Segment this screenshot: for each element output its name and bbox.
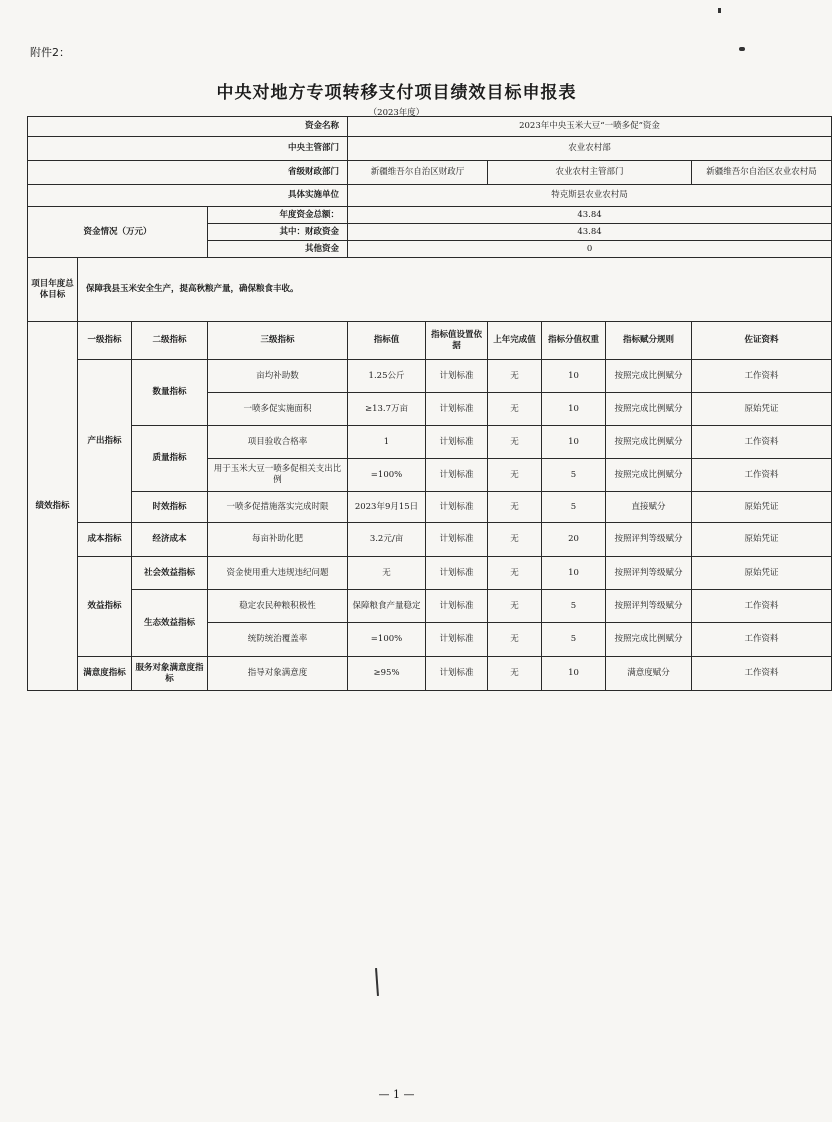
row-weight: 10 [542,557,606,590]
subgroup-ecological: 生态效益指标 [132,590,208,657]
row-rule: 按照完成比例赋分 [606,459,692,492]
subgroup-quantity: 数量指标 [132,360,208,426]
row-value: 2023年9月15日 [348,492,426,523]
group-satisfaction: 满意度指标 [78,657,132,691]
header-value: 指标值 [348,322,426,360]
row-evidence: 原始凭证 [692,523,832,557]
header-level3: 三级指标 [208,322,348,360]
row-evidence: 原始凭证 [692,492,832,523]
pen-mark [375,968,378,996]
row-last-year: 无 [488,426,542,459]
subgroup-quality: 质量指标 [132,426,208,492]
group-output: 产出指标 [78,360,132,523]
row-basis: 计划标准 [426,557,488,590]
row-value: =100% [348,623,426,657]
central-dept-label: 中央主管部门 [28,137,348,161]
performance-indicator-label: 绩效指标 [28,322,78,691]
header-rule: 指标赋分规则 [606,322,692,360]
row-weight: 20 [542,523,606,557]
row-basis: 计划标准 [426,523,488,557]
row-weight: 10 [542,360,606,393]
row-last-year: 无 [488,360,542,393]
row-weight: 10 [542,426,606,459]
impl-unit-label: 具体实施单位 [28,185,348,207]
total-fund-value: 43.84 [348,207,832,224]
scan-speck [739,47,745,51]
row-basis: 计划标准 [426,426,488,459]
row-indicator: 每亩补助化肥 [208,523,348,557]
impl-unit-value: 特克斯县农业农村局 [348,185,832,207]
header-level2: 二级指标 [132,322,208,360]
total-fund-label: 年度资金总额： [208,207,348,224]
row-evidence: 工作资料 [692,623,832,657]
row-evidence: 原始凭证 [692,557,832,590]
scan-speck [718,8,721,13]
funding-label: 资金情况（万元） [28,207,208,258]
provincial-finance-dept: 新疆维吾尔自治区财政厅 [348,161,488,185]
other-fund-value: 0 [348,241,832,258]
header-last-year: 上年完成值 [488,322,542,360]
row-basis: 计划标准 [426,623,488,657]
subgroup-economic-cost: 经济成本 [132,523,208,557]
row-basis: 计划标准 [426,657,488,691]
row-weight: 5 [542,459,606,492]
provincial-agri-authority: 农业农村主管部门 [488,161,692,185]
row-value: 1 [348,426,426,459]
subgroup-time: 时效指标 [132,492,208,523]
provincial-agri-bureau: 新疆维吾尔自治区农业农村局 [692,161,832,185]
row-value: 3.2元/亩 [348,523,426,557]
row-value: 无 [348,557,426,590]
row-evidence: 工作资料 [692,459,832,492]
row-evidence: 原始凭证 [692,393,832,426]
group-benefit: 效益指标 [78,557,132,657]
annual-goal-label: 项目年度总体目标 [28,258,78,322]
other-fund-label: 其他资金 [208,241,348,258]
row-evidence: 工作资料 [692,590,832,623]
row-weight: 10 [542,393,606,426]
row-indicator: 统防统治覆盖率 [208,623,348,657]
row-rule: 满意度赋分 [606,657,692,691]
row-value: 1.25公斤 [348,360,426,393]
row-weight: 10 [542,657,606,691]
row-indicator: 稳定农民种粮积极性 [208,590,348,623]
row-rule: 按照完成比例赋分 [606,393,692,426]
row-evidence: 工作资料 [692,657,832,691]
header-basis: 指标值设置依据 [426,322,488,360]
row-last-year: 无 [488,492,542,523]
row-indicator: 用于玉米大豆一喷多促相关支出比例 [208,459,348,492]
year-label: （2023年度） [368,108,425,118]
central-dept-value: 农业农村部 [348,137,832,161]
performance-target-table [27,116,832,691]
row-indicator: 亩均补助数 [208,360,348,393]
row-rule: 按照完成比例赋分 [606,360,692,393]
fund-name-value: 2023年中央玉米大豆“一喷多促”资金 [348,117,832,137]
row-value: ≥95% [348,657,426,691]
row-basis: 计划标准 [426,590,488,623]
page-title: 中央对地方专项转移支付项目绩效目标申报表 [216,83,577,103]
row-rule: 按照完成比例赋分 [606,426,692,459]
row-indicator: 资金使用重大违规违纪问题 [208,557,348,590]
row-basis: 计划标准 [426,492,488,523]
row-last-year: 无 [488,657,542,691]
row-indicator: 指导对象满意度 [208,657,348,691]
row-value: 保障粮食产量稳定 [348,590,426,623]
row-rule: 按照评判等级赋分 [606,590,692,623]
attachment-label: 附件2： [30,46,70,59]
row-indicator: 一喷多促措施落实完成时限 [208,492,348,523]
header-weight: 指标分值权重 [542,322,606,360]
fund-name-label: 资金名称 [28,117,348,137]
row-value: =100% [348,459,426,492]
row-weight: 5 [542,492,606,523]
row-basis: 计划标准 [426,393,488,426]
row-indicator: 项目验收合格率 [208,426,348,459]
provincial-dept-label: 省级财政部门 [28,161,348,185]
group-cost: 成本指标 [78,523,132,557]
row-weight: 5 [542,590,606,623]
row-last-year: 无 [488,393,542,426]
fiscal-fund-value: 43.84 [348,224,832,241]
row-weight: 5 [542,623,606,657]
row-rule: 按照评判等级赋分 [606,523,692,557]
fiscal-fund-label: 其中：财政资金 [208,224,348,241]
row-last-year: 无 [488,557,542,590]
subgroup-service: 服务对象满意度指标 [132,657,208,691]
row-evidence: 工作资料 [692,360,832,393]
row-rule: 按照完成比例赋分 [606,623,692,657]
row-basis: 计划标准 [426,459,488,492]
row-last-year: 无 [488,459,542,492]
row-basis: 计划标准 [426,360,488,393]
row-indicator: 一喷多促实施面积 [208,393,348,426]
row-evidence: 工作资料 [692,426,832,459]
row-last-year: 无 [488,523,542,557]
header-evidence: 佐证资料 [692,322,832,360]
annual-goal-text: 保障我县玉米安全生产，提高秋粮产量，确保粮食丰收。 [78,258,832,322]
row-rule: 直接赋分 [606,492,692,523]
row-last-year: 无 [488,590,542,623]
row-last-year: 无 [488,623,542,657]
row-rule: 按照评判等级赋分 [606,557,692,590]
page-number: — 1 — [378,1088,415,1101]
row-value: ≥13.7万亩 [348,393,426,426]
subgroup-social: 社会效益指标 [132,557,208,590]
header-level1: 一级指标 [78,322,132,360]
